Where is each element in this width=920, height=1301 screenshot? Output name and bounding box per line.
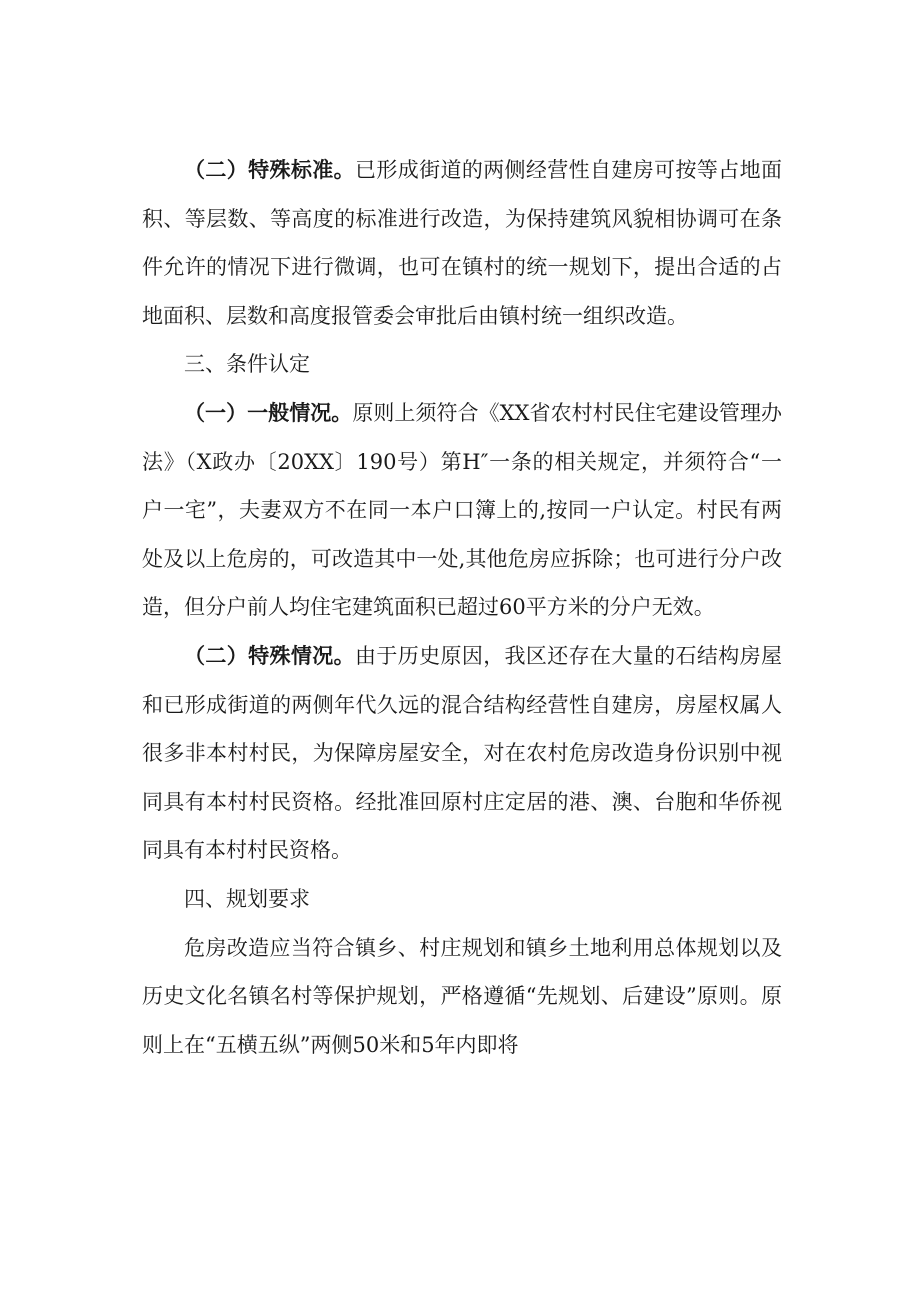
document-body bbox=[142, 146, 782, 1069]
paragraph-special-standard bbox=[142, 146, 782, 340]
paragraph-text: 原则上须符合《XX省农村村民住宅建设管理办法》（X政办〔20XX〕190号）第H″一条的相关规定，并须符合“一户一宅”，夫妻双方不在同一本户口簿上的,按同一户认定。村民有两处及以上危房的，可改造其中一处,其他危房应拆除；也可进行分户改造，但分户前人均住宅建筑面积已超过60平方米的分户无效。 bbox=[142, 400, 782, 620]
paragraph-planning bbox=[142, 924, 782, 1070]
paragraph-lead: （二）特殊标准。 bbox=[184, 157, 355, 182]
paragraph-special-case bbox=[142, 632, 782, 875]
paragraph-text: 已形成街道的两侧经营性自建房可按等占地面积、等层数、等高度的标准进行改造，为保持建筑风貌相协调可在条件允许的情况下进行微调，也可在镇村的统一规划下，提出合适的占地面积、层数和高度报管委会审批后由镇村统一组织改造。 bbox=[142, 158, 783, 328]
paragraph-text: 由于历史原因，我区还存在大量的石结构房屋和已形成街道的两侧年代久远的混合结构经营性自建房，房屋权属人很多非本村村民，为保障房屋安全，对在农村危房改造身份识别中视同具有本村村民资格。经批准回原村庄定居的港、澳、台胞和华侨视同具有本村村民资格。 bbox=[142, 643, 783, 863]
paragraph-general-case bbox=[142, 389, 782, 632]
paragraph-lead: （二）特殊情况。 bbox=[184, 642, 355, 668]
paragraph-text: 危房改造应当符合镇乡、村庄规划和镇乡土地利用总体规划以及历史文化名镇名村等保护规划，严格遵循“先规划、后建设”原则。原则上在“五横五纵”两侧50米和5年内即将 bbox=[142, 935, 782, 1057]
section-heading-conditions: 三、条件认定 bbox=[184, 352, 310, 377]
section-heading-planning: 四、规划要求 bbox=[184, 886, 310, 911]
paragraph-lead: （一）一般情况。 bbox=[184, 399, 353, 425]
